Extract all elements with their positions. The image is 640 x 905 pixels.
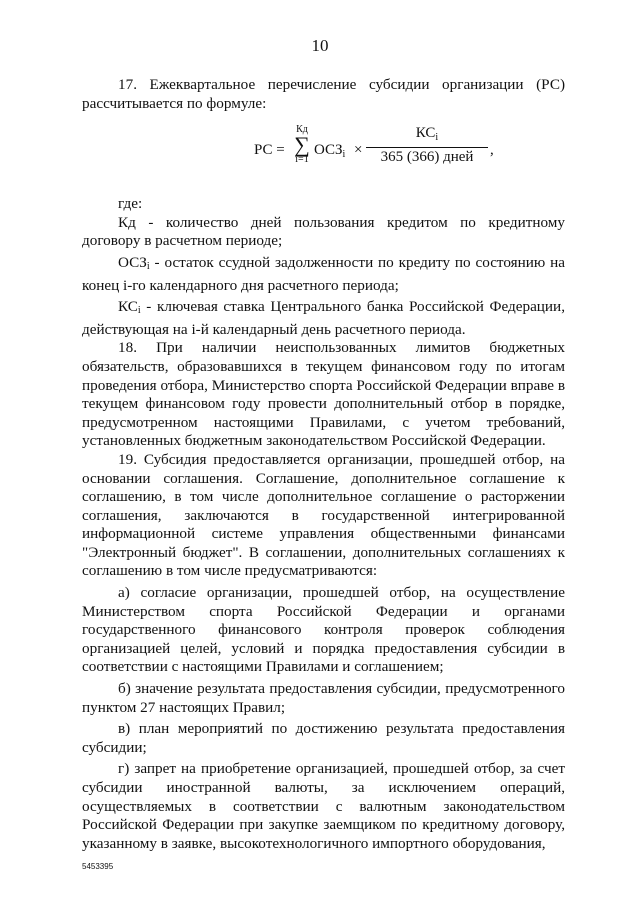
sum-lower-limit: i=1: [295, 154, 309, 166]
definition-kd: Кд - количество дней пользования кредитом по кредитному договору в расчетном периоде;: [82, 213, 565, 250]
paragraph-18: 18. При наличии неиспользованных лимитов бюджетных обязательств, образовавшихся в текущем финансовом году по итогам проведения отбора, Министерство спорта Российской Федерации вправе в текущем финансовом году провести дополнительный отбор в порядке, предусмотренном настоящими Правилами, с учетом требований, установленных бюджетным законодательством Российской Федерации.: [82, 339, 565, 450]
item-a: а) согласие организации, прошедшей отбор, на осуществление Министерством спорта Российской Федерации и органами государственного финансового контроля проверок соблюдения организацией целей, условий и порядка предоставления субсидии в соответствии с настоящими Правилами и соглашением;: [82, 584, 565, 676]
numerator-index: i: [435, 132, 439, 144]
formula-term-index: i: [342, 149, 346, 161]
formula-term-name: ОСЗ: [314, 142, 343, 159]
item-g: г) запрет на приобретение организацией, прошедшей отбор, за счет субсидии иностранной валюты, за исключением операций, осуществляемых в соответствии с валютным законодательством Российской Федерации при закупке заемщиком по кредитному договору, указанному в заявке, высокотехнологичного импортного оборудования,: [82, 760, 565, 852]
numerator-name: КС: [415, 125, 436, 142]
item-v: в) план мероприятий по достижению результата предоставления субсидии;: [82, 720, 565, 756]
formula-numerator: [366, 125, 488, 148]
document-code: 5453395: [82, 862, 114, 871]
definition-osz: [82, 254, 565, 295]
osz-text: - остаток ссудной задолженности по кредиту по состоянию на конец i-го календарного дня расчетного периода;: [82, 253, 565, 294]
formula-lhs: РС =: [254, 142, 285, 159]
where-label: где:: [118, 195, 143, 213]
osz-term: ОСЗ: [118, 253, 147, 271]
ks-text: - ключевая ставка Центрального банка Российской Федерации, действующая на i-й календарный день расчетного периода.: [82, 298, 565, 338]
page-number: 10: [311, 36, 329, 55]
ks-term: КС: [118, 298, 138, 316]
ks-index: i: [137, 305, 141, 317]
formula-fraction: [366, 125, 488, 167]
paragraph-17: 17. Ежеквартальное перечисление субсидии организации (РС) рассчитывается по формуле:: [82, 76, 565, 112]
sum-upper-limit: Кд: [296, 124, 308, 136]
osz-index: i: [146, 260, 150, 272]
sum-symbol: ∑: [294, 132, 310, 158]
formula-times: ×: [354, 142, 363, 159]
formula-comma: ,: [490, 142, 494, 159]
formula-sum: [292, 125, 312, 165]
formula-term: [314, 141, 345, 165]
definition-ks: [82, 298, 565, 339]
formula-denominator: 365 (366) дней: [380, 149, 474, 166]
item-b: б) значение результата предоставления субсидии, предусмотренного пунктом 27 настоящих Правил;: [82, 680, 565, 716]
document-body: [82, 76, 565, 853]
paragraph-19: 19. Субсидия предоставляется организации, прошедшей отбор, на основании соглашения. Соглашение, дополнительное соглашение к соглашению, в том числе дополнительное соглашение о расторжении соглашения, заключаются в государственной интегрированной информационной системе управления общественными финансами "Электронный бюджет". В соглашении, дополнительных соглашениях к соглашению в том числе предусматриваются:: [82, 450, 565, 580]
subsidy-formula: [82, 119, 565, 181]
